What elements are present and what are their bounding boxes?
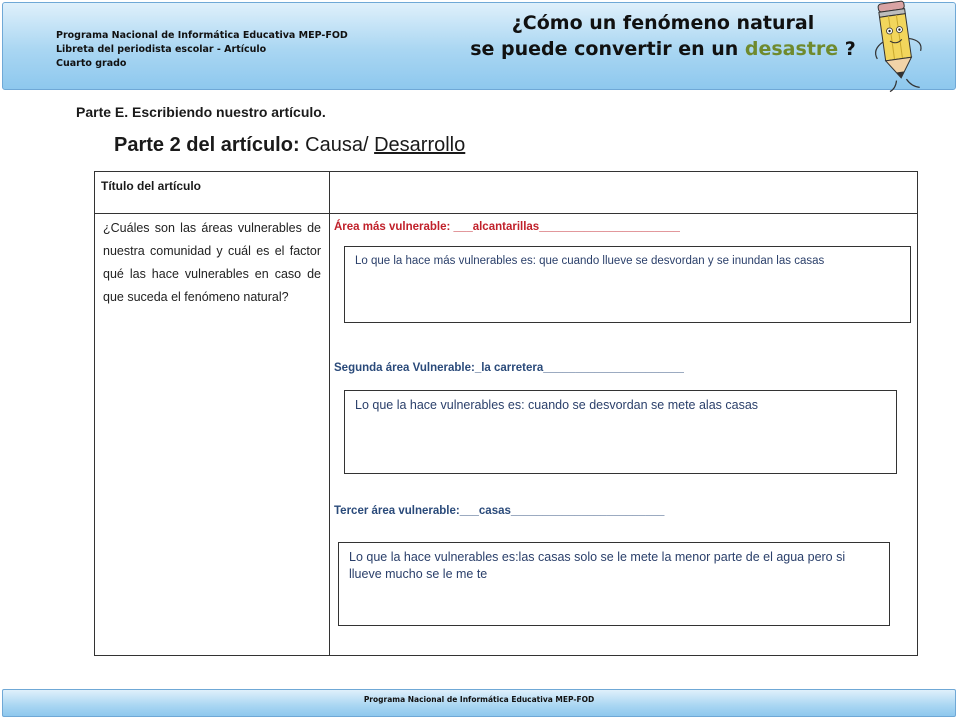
- area-1-label: Área más vulnerable: ___alcantarillas______________________: [334, 221, 680, 233]
- title-line-2: [423, 36, 903, 62]
- program-name: Programa Nacional de Informática Educativa MEP-FOD: [56, 30, 348, 41]
- area-3-answer-box[interactable]: Lo que la hace vulnerables es:las casas solo se le mete la menor parte de el agua pero si llueve mucho se le me te: [338, 542, 890, 626]
- table-divider-horizontal: [95, 213, 917, 214]
- header-banner: [2, 2, 956, 90]
- section-label: Parte E. Escribiendo nuestro artículo.: [76, 104, 326, 120]
- part-title-bold: Parte 2 del artículo:: [114, 134, 300, 156]
- grade-label: Cuarto grado: [56, 58, 127, 69]
- article-title-label: Título del artículo: [101, 179, 202, 193]
- footer-banner: [2, 689, 956, 717]
- area-2-label: Segunda área Vulnerable:_la carretera______________________: [334, 362, 684, 374]
- part-title-normal: Causa/: [299, 134, 375, 156]
- area-2-answer-box[interactable]: Lo que la hace vulnerables es: cuando se desvordan se mete alas casas: [344, 390, 897, 474]
- header-info: [56, 29, 348, 71]
- area-3-label: Tercer área vulnerable:___casas________________________: [334, 505, 665, 517]
- vulnerable-areas-question: ¿Cuáles son las áreas vulnerables de nuestra comunidad y cuál es el factor qué las hace vulnerables en caso de que suceda el fenómeno natural?: [103, 221, 321, 304]
- page-title: [423, 10, 903, 62]
- footer-text: Programa Nacional de Informática Educativa MEP-FOD: [363, 695, 595, 704]
- part-title-underlined: Desarrollo: [374, 134, 466, 156]
- pencil-mascot-icon: [862, 0, 934, 96]
- title-accent-word: desastre: [744, 38, 839, 60]
- title-line-1: ¿Cómo un fenómeno natural: [511, 12, 815, 34]
- table-divider-vertical: [329, 172, 330, 655]
- notebook-name: Libreta del periodista escolar - Artículo: [56, 44, 267, 55]
- article-table: [94, 171, 918, 656]
- title-line-2-prefix: se puede convertir en un: [470, 38, 745, 60]
- title-line-2-suffix: ?: [838, 38, 856, 60]
- area-1-answer-box[interactable]: Lo que la hace más vulnerables es: que cuando llueve se desvordan y se inundan las casas: [344, 246, 911, 323]
- part-title: [114, 134, 465, 157]
